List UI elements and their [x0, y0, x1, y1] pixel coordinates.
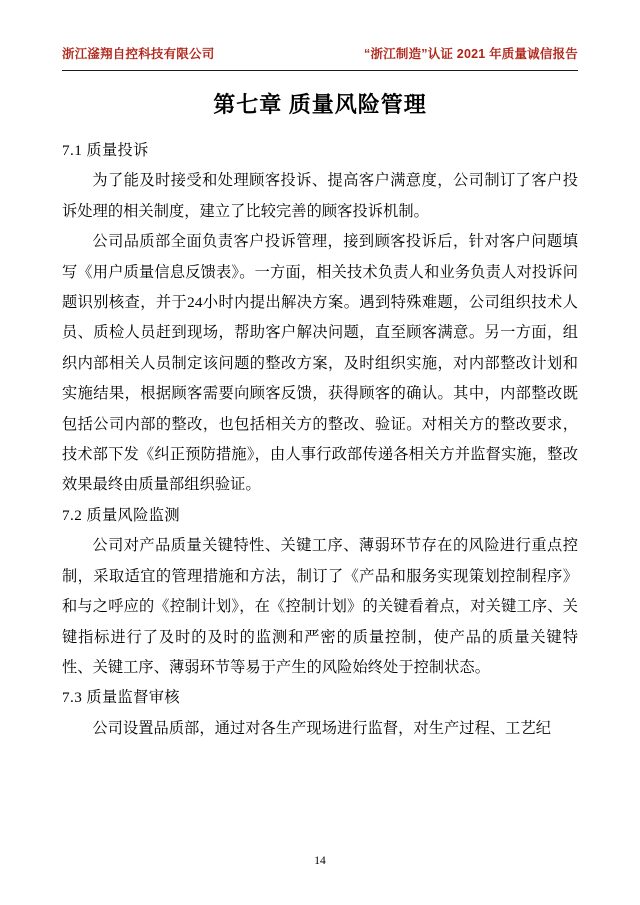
page-title: 第七章 质量风险管理: [213, 92, 427, 117]
paragraph: 公司品质部全面负责客户投诉管理，接到顾客投诉后，针对客户问题填写《用户质量信息反馈表》。一方面，相关技术负责人和业务负责人对投诉问题识别核查，并于24小时内提出解决方案。遇到特殊难题，公司组织技术人员、质检人员赶到现场，帮助客户解决问题，直至顾客满意。另一方面，组织内部相关人员制定该问题的整改方案，及时组织实施，对内部整改计划和实施结果，根据顾客需要向顾客反馈，获得顾客的确认。其中，内部整改既包括公司内部的整改，也包括相关方的整改、验证。对相关方的整改要求，技术部下发《纠正预防措施》，由人事行政部传递各相关方并监督实施，整改效果最终由质量部组织验证。: [62, 233, 578, 494]
section-heading-7-2: 7.2 质量风险监测: [62, 506, 180, 524]
header-report-title: “浙江制造”认证 2021 年质量诚信报告: [364, 47, 578, 61]
paragraph: 公司对产品质量关键特性、关键工序、薄弱环节存在的风险进行重点控制，采取适宜的管理措施和方法，制订了《产品和服务实现策划控制程序》和与之呼应的《控制计划》，在《控制计划》的关键看着点，对关键工序、关键指标进行了及时的及时的监测和严密的质量控制，使产品的质量关键特性、关键工序、薄弱环节等易于产生的风险始终处于控制状态。: [62, 537, 578, 676]
page-number: 14: [314, 855, 326, 867]
paragraph: 为了能及时接受和处理顾客投诉、提高客户满意度，公司制订了客户投诉处理的相关制度，建立了比较完善的顾客投诉机制。: [62, 172, 578, 220]
document-body: [62, 136, 578, 744]
paragraph: 公司设置品质部，通过对各生产现场进行监督，对生产过程、工艺纪: [92, 719, 552, 737]
page-header: [62, 44, 578, 70]
header-divider: [62, 70, 578, 71]
section-heading-7-3: 7.3 质量监督审核: [62, 689, 180, 707]
header-company-name: 浙江滏翔自控科技有限公司: [62, 47, 215, 61]
section-heading-7-1: 7.1 质量投诉: [62, 142, 149, 159]
